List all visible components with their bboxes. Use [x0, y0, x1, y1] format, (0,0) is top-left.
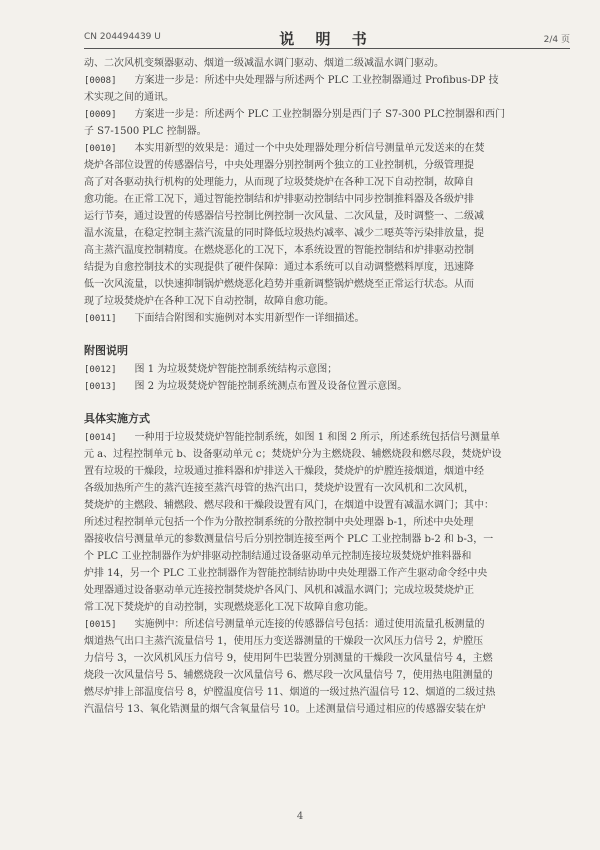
paragraph-line: [84, 157, 570, 174]
line-text: 实施例中：所述信号测量单元连接的传感器信号包括：通过使用流量孔板测量的: [134, 619, 485, 630]
paragraph-line: [84, 548, 570, 565]
publication-number: CN 204494439 U: [84, 32, 161, 42]
line-text: 运行节奏，通过设置的传感器信号控制比例控制一次风量、二次风量，及时调整一、二级减: [84, 211, 484, 222]
paragraph-line: [84, 259, 570, 276]
line-text: 处理器通过设备驱动单元连接控制焚烧炉各风门、风机和减温水调门；完成垃圾焚烧炉正: [84, 585, 474, 596]
line-text: 烧炉各部位设置的传感器信号，中央处理器分别控制两个独立的工业控制机，分级管理提: [84, 160, 474, 171]
paragraph-line: [84, 633, 570, 650]
paragraph-line: [84, 650, 570, 667]
figures-heading: 附图说明: [84, 344, 128, 357]
line-text: 下面结合附图和实施例对本实用新型作一详细描述。: [134, 313, 365, 324]
line-text: 动、二次风机变频器驱动、烟道一级减温水调门驱动、烟道二级减温水调门驱动。: [84, 58, 444, 69]
paragraph-line: [84, 480, 570, 497]
document-body: [84, 55, 570, 718]
line-text: 方案进一步是：所述两个 PLC 工业控制器分别是西门子 S7-300 PLC控制器和西门: [134, 109, 505, 120]
paragraph-line: [84, 667, 570, 684]
page-header: [84, 30, 570, 48]
line-text: 高主蒸汽温度控制精度。在燃烧恶化的工况下，本系统设置的智能控制结和炉排驱动控制: [84, 245, 474, 256]
line-text: 本实用新型的效果是：通过一个中央处理器处理分析信号测量单元发送来的在焚: [134, 143, 485, 154]
line-text: 结提为自愈控制技术的实现提供了硬件保障：通过本系统可以自动调整燃料厚度，迅速降: [84, 262, 474, 273]
line-text: 焚烧炉的主燃段、辅燃段、燃尽段和干燥段设置有风门，在烟道中设置有减温水调门；其中：: [84, 500, 494, 511]
line-text: 烟道热气出口主蒸汽流量信号 1，使用压力变送器测量的干燥段一次风压力信号 2，炉膛压: [84, 636, 484, 647]
line-text: 低一次风流量，以快速抑制锅炉燃烧恶化趋势并重新调整锅炉燃烧至正常运行状态。从而: [84, 279, 474, 290]
paragraph-number: [0011]: [84, 314, 117, 324]
paragraph-number: [0008]: [84, 76, 117, 86]
line-text: 常工况下焚烧炉的自动控制，实现燃烧恶化工况下故障自愈功能。: [84, 602, 374, 613]
paragraph: [84, 72, 570, 106]
paragraph: [84, 429, 570, 616]
figure-caption-text: 图 1 为垃圾焚烧炉智能控制系统结构示意图；: [134, 364, 338, 375]
line-text: 所述过程控制单元包括一个作为分散控制系统的分散控制中央处理器 b-1，所述中央处理: [84, 517, 474, 528]
paragraph-line: [84, 191, 570, 208]
paragraph-number: [0009]: [84, 110, 117, 120]
paragraph-number: [0015]: [84, 620, 117, 630]
line-text: 汽温信号 13、氧化锆测量的烟气含氧量信号 10。上述测量信号通过相应的传感器安装在炉: [84, 704, 486, 715]
line-text: 烧段一次风量信号 5、辅燃烧段一次风量信号 6、燃尽段一次风量信号 7，使用热电阻测量的: [84, 670, 493, 681]
paragraph-line: [84, 514, 570, 531]
paragraph-line: [84, 531, 570, 548]
paragraph: [84, 616, 570, 718]
line-text: 高了对各驱动执行机构的处理能力，从而现了垃圾焚烧炉在各种工况下自动控制，故障自: [84, 177, 474, 188]
line-text: 个 PLC 工业控制器作为炉排驱动控制结通过设备驱动单元控制连接垃圾焚烧炉推料器和: [84, 551, 472, 562]
line-text: 现了垃圾焚烧炉在各种工况下自动控制，故障自愈功能。: [84, 296, 334, 307]
line-text: 术实现之间的通讯。: [84, 92, 174, 103]
paragraph: [84, 140, 570, 310]
paragraph-line: [84, 242, 570, 259]
paragraph-line: [84, 565, 570, 582]
paragraph-line: [84, 497, 570, 514]
line-text: 器接收信号测量单元的参数测量信号后分别控制连接至两个 PLC 工业控制器 b-2 和 b-3，一: [84, 534, 494, 545]
line-text: 元 a、过程控制单元 b、设备驱动单元 c；焚烧炉分为主燃烧段、辅燃烧段和燃尽段，焚烧炉设: [84, 449, 502, 460]
embodiment-heading: 具体实施方式: [84, 412, 150, 425]
paragraph-number: [0010]: [84, 144, 117, 154]
line-text: 燃尽炉排上部温度信号 8，炉膛温度信号 11、烟道的一级过热汽温信号 12、烟道的二级过热: [84, 687, 496, 698]
line-text: 各级加热所产生的蒸汽连接至蒸汽母管的热汽出口，焚烧炉设置有一次风机和二次风机，: [84, 483, 474, 494]
paragraph-line: [84, 89, 570, 106]
paragraph-line: [84, 174, 570, 191]
paragraph-line: [84, 106, 570, 123]
paragraph-line: [84, 293, 570, 310]
figure-caption-item: [84, 378, 570, 395]
line-text: 温水流量，在稳定控制主蒸汽流量的同时降低垃圾热灼减率、减少二噁英等污染排放量，提: [84, 228, 484, 239]
paragraph-line: [84, 72, 570, 89]
paragraph-line: [84, 225, 570, 242]
page-number: 4: [296, 811, 304, 822]
paragraph-line: [84, 463, 570, 480]
paragraph-line: [84, 599, 570, 616]
line-text: 愈功能。在正常工况下，通过智能控制结和炉排驱动控制结中同步控制推料器及各级炉排: [84, 194, 474, 205]
paragraph: [84, 106, 570, 140]
paragraph-line: [84, 140, 570, 157]
line-text: 方案进一步是：所述中央处理器与所述两个 PLC 工业控制器通过 Profibus-DP 技: [134, 75, 499, 86]
paragraph-line: [84, 582, 570, 599]
paragraph-line: [84, 429, 570, 446]
paragraph-line: [84, 208, 570, 225]
figure-caption-text: 图 2 为垃圾焚烧炉智能控制系统测点布置及设备位置示意图。: [134, 381, 408, 392]
paragraph-line: [84, 701, 570, 718]
line-text: 力信号 3，一次风机风压力信号 9，使用阿牛巴装置分别测量的干燥段一次风量信号 4，主燃: [84, 653, 493, 664]
paragraph-number: [0014]: [84, 433, 117, 443]
paragraph-line: [84, 55, 570, 72]
section-gap: [84, 327, 570, 341]
paragraph-line: [84, 684, 570, 701]
page-indicator: 2/4 页: [543, 35, 570, 45]
paragraph-number: [0012]: [84, 365, 117, 375]
paragraph: [84, 55, 570, 72]
line-text: 子 S7-1500 PLC 控制器。: [84, 126, 207, 137]
section-gap: [84, 395, 570, 409]
paragraph-line: [84, 446, 570, 463]
paragraph-line: [84, 310, 570, 327]
line-text: 置有垃圾的干燥段，垃圾通过推料器和炉排送入干燥段，焚烧炉的炉膛连接烟道，烟道中经: [84, 466, 484, 477]
paragraph-number: [0013]: [84, 382, 117, 392]
figure-caption-item: [84, 361, 570, 378]
line-text: 一种用于垃圾焚烧炉智能控制系统，如图 1 和图 2 所示，所述系统包括信号测量单: [134, 432, 500, 443]
document-title: 说 明 书: [279, 30, 375, 48]
paragraph-line: [84, 616, 570, 633]
header-rule: [84, 48, 570, 49]
paragraph: [84, 310, 570, 327]
paragraph-line: [84, 123, 570, 140]
paragraph-line: [84, 276, 570, 293]
line-text: 炉排 14，另一个 PLC 工业控制器作为智能控制结协助中央处理器工作产生驱动命令经中央: [84, 568, 488, 579]
